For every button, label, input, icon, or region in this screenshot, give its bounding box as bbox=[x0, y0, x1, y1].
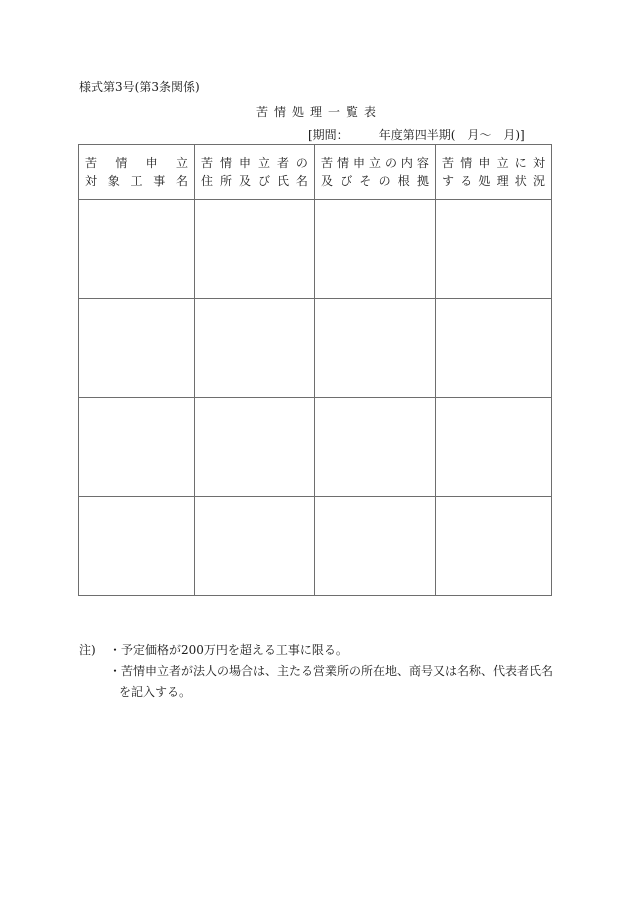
header-char: 対 bbox=[85, 174, 98, 188]
cell-status[interactable] bbox=[436, 299, 552, 398]
cell-content[interactable] bbox=[315, 299, 436, 398]
header-project-name bbox=[79, 145, 195, 200]
header-char: 根 bbox=[397, 174, 410, 188]
cell-project[interactable] bbox=[79, 398, 195, 497]
header-char: 氏 bbox=[276, 174, 289, 188]
document-title: 苦情処理一覧表 bbox=[255, 105, 382, 119]
header-char: 容 bbox=[416, 156, 429, 170]
header-char: 象 bbox=[107, 174, 120, 188]
header-char: 所 bbox=[219, 174, 232, 188]
note-item: ・苦情申立者が法人の場合は、主たる営業所の所在地、商号又は名称、代表者氏名 bbox=[109, 664, 554, 678]
header-char: 申 bbox=[478, 156, 491, 170]
cell-complainant[interactable] bbox=[195, 497, 315, 596]
header-char: 処 bbox=[478, 174, 491, 188]
table-row bbox=[79, 200, 552, 299]
cell-complainant[interactable] bbox=[195, 398, 315, 497]
header-char: 名 bbox=[175, 174, 188, 188]
header-char: 立 bbox=[175, 156, 188, 170]
cell-project[interactable] bbox=[79, 299, 195, 398]
form-number: 様式第3号(第3条関係) bbox=[79, 80, 200, 94]
header-char: 情 bbox=[460, 156, 473, 170]
note-continuation: を記入する。 bbox=[119, 685, 192, 699]
notes-label: 注) bbox=[79, 643, 96, 657]
cell-status[interactable] bbox=[436, 497, 552, 596]
header-char: び bbox=[257, 174, 270, 188]
header-char: 苦 bbox=[442, 156, 455, 170]
cell-status[interactable] bbox=[436, 398, 552, 497]
header-complaint-content bbox=[315, 145, 436, 200]
cell-content[interactable] bbox=[315, 200, 436, 299]
header-char: び bbox=[340, 174, 353, 188]
table-row bbox=[79, 398, 552, 497]
header-char: そ bbox=[359, 174, 372, 188]
header-char: 立 bbox=[368, 156, 381, 170]
header-char: 理 bbox=[496, 174, 509, 188]
header-char: 況 bbox=[532, 174, 545, 188]
header-char: 立 bbox=[257, 156, 270, 170]
period-line bbox=[308, 126, 525, 143]
header-char: 対 bbox=[532, 156, 545, 170]
cell-status[interactable] bbox=[436, 200, 552, 299]
header-char: 申 bbox=[145, 156, 158, 170]
header-complainant-address-name bbox=[195, 145, 315, 200]
header-char: 情 bbox=[219, 156, 232, 170]
cell-project[interactable] bbox=[79, 200, 195, 299]
cell-complainant[interactable] bbox=[195, 200, 315, 299]
header-char: 状 bbox=[514, 174, 527, 188]
header-char: 苦 bbox=[85, 156, 98, 170]
header-char: す bbox=[442, 174, 455, 188]
header-char: 事 bbox=[153, 174, 166, 188]
cell-content[interactable] bbox=[315, 497, 436, 596]
header-char: 申 bbox=[352, 156, 365, 170]
cell-complainant[interactable] bbox=[195, 299, 315, 398]
note-item: ・予定価格が200万円を超える工事に限る。 bbox=[109, 643, 348, 657]
period-label: [期間： bbox=[308, 128, 349, 142]
header-char: 名 bbox=[295, 174, 308, 188]
header-char: 及 bbox=[238, 174, 251, 188]
header-char: 拠 bbox=[416, 174, 429, 188]
complaint-table bbox=[78, 144, 552, 596]
header-char: 及 bbox=[321, 174, 334, 188]
header-char: 情 bbox=[115, 156, 128, 170]
header-char: る bbox=[460, 174, 473, 188]
period-range: 年度第四半期( 月～ 月)] bbox=[378, 128, 525, 142]
cell-content[interactable] bbox=[315, 398, 436, 497]
header-char: 立 bbox=[496, 156, 509, 170]
table-row bbox=[79, 497, 552, 596]
header-char: の bbox=[384, 156, 397, 170]
header-handling-status bbox=[436, 145, 552, 200]
header-char: 苦 bbox=[201, 156, 214, 170]
header-char: 情 bbox=[336, 156, 349, 170]
header-char: に bbox=[514, 156, 527, 170]
header-row bbox=[79, 145, 552, 200]
header-char: 者 bbox=[276, 156, 289, 170]
header-char: 住 bbox=[201, 174, 214, 188]
table-row bbox=[79, 299, 552, 398]
header-char: の bbox=[378, 174, 391, 188]
header-char: の bbox=[295, 156, 308, 170]
header-char: 工 bbox=[130, 174, 143, 188]
header-char: 苦 bbox=[321, 156, 334, 170]
header-char: 内 bbox=[400, 156, 413, 170]
cell-project[interactable] bbox=[79, 497, 195, 596]
header-char: 申 bbox=[238, 156, 251, 170]
